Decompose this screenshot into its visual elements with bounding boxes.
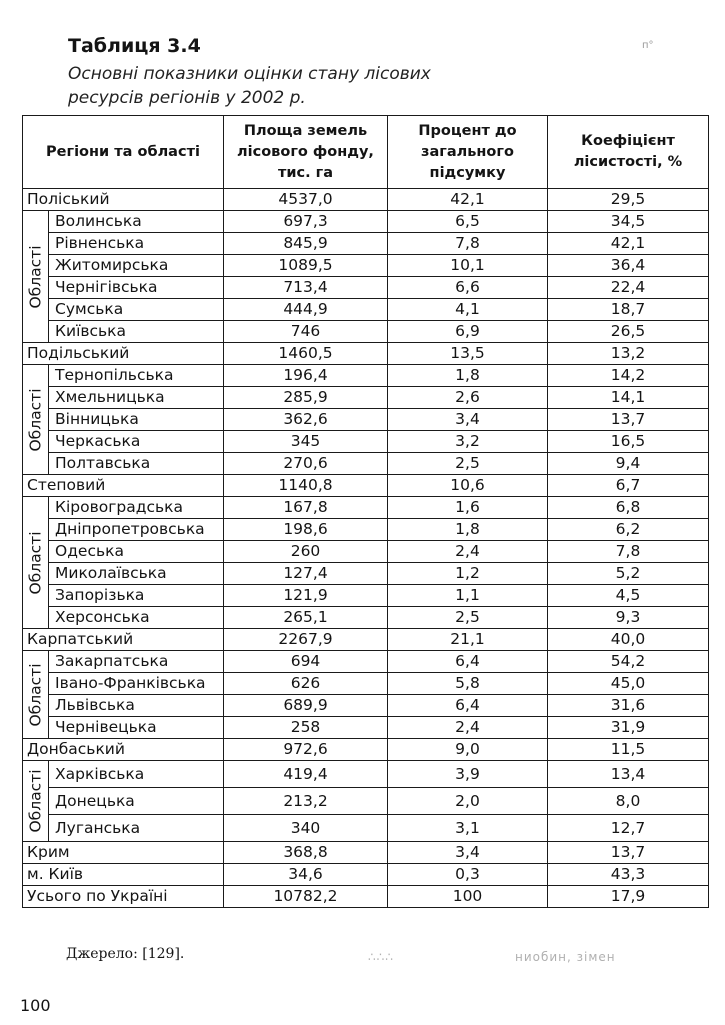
oblast-coefficient: 9,3 [548, 607, 709, 629]
oblast-coefficient: 16,5 [548, 431, 709, 453]
region-row [23, 475, 709, 497]
oblast-name: Тернопільська [49, 365, 224, 387]
region-area: 368,8 [224, 842, 388, 864]
oblast-coefficient: 14,2 [548, 365, 709, 387]
oblast-coefficient: 31,6 [548, 695, 709, 717]
oblast-name: Закарпатська [49, 651, 224, 673]
oblast-name: Донецька [49, 788, 224, 815]
oblast-name: Рівненська [49, 233, 224, 255]
oblast-coefficient: 5,2 [548, 563, 709, 585]
oblast-coefficient: 14,1 [548, 387, 709, 409]
oblast-name: Херсонська [49, 607, 224, 629]
region-name: Крим [23, 842, 224, 864]
region-name: м. Київ [23, 864, 224, 886]
region-row [23, 864, 709, 886]
oblast-name: Чернігівська [49, 277, 224, 299]
oblast-row [23, 607, 709, 629]
region-area: 972,6 [224, 739, 388, 761]
oblast-percent: 2,6 [388, 387, 548, 409]
region-coefficient: 11,5 [548, 739, 709, 761]
oblast-percent: 6,5 [388, 211, 548, 233]
oblast-row [23, 585, 709, 607]
oblast-area: 697,3 [224, 211, 388, 233]
oblast-percent: 6,9 [388, 321, 548, 343]
oblast-area: 746 [224, 321, 388, 343]
oblast-area: 265,1 [224, 607, 388, 629]
oblast-percent: 2,5 [388, 453, 548, 475]
oblast-coefficient: 18,7 [548, 299, 709, 321]
region-area: 2267,9 [224, 629, 388, 651]
region-area: 10782,2 [224, 886, 388, 908]
oblast-coefficient: 22,4 [548, 277, 709, 299]
oblast-name: Миколаївська [49, 563, 224, 585]
oblast-name: Кіровоградська [49, 497, 224, 519]
oblast-coefficient: 7,8 [548, 541, 709, 563]
oblast-area: 694 [224, 651, 388, 673]
oblasts-vertical-text: Області [26, 662, 44, 727]
region-coefficient: 29,5 [548, 189, 709, 211]
region-row [23, 739, 709, 761]
oblast-area: 121,9 [224, 585, 388, 607]
oblast-coefficient: 9,4 [548, 453, 709, 475]
region-name: Подільський [23, 343, 224, 365]
header-regions: Регіони та області [23, 116, 224, 189]
oblast-area: 689,9 [224, 695, 388, 717]
oblast-area: 285,9 [224, 387, 388, 409]
oblast-row [23, 453, 709, 475]
oblast-row [23, 431, 709, 453]
oblast-name: Луганська [49, 815, 224, 842]
oblast-coefficient: 26,5 [548, 321, 709, 343]
source-note: Джерело: [129]. [66, 946, 185, 962]
oblast-coefficient: 6,2 [548, 519, 709, 541]
oblast-percent: 2,4 [388, 717, 548, 739]
oblast-row [23, 695, 709, 717]
oblast-percent: 5,8 [388, 673, 548, 695]
oblast-row [23, 788, 709, 815]
oblasts-vertical-text: Області [26, 244, 44, 309]
oblasts-vertical-text: Області [26, 530, 44, 595]
region-name: Карпатський [23, 629, 224, 651]
table-header-row [23, 116, 709, 189]
oblast-name: Вінницька [49, 409, 224, 431]
oblast-percent: 6,4 [388, 695, 548, 717]
oblast-coefficient: 34,5 [548, 211, 709, 233]
region-percent: 13,5 [388, 343, 548, 365]
corner-mark: п° [642, 40, 654, 51]
oblast-name: Сумська [49, 299, 224, 321]
oblast-name: Запорізька [49, 585, 224, 607]
oblast-row [23, 651, 709, 673]
oblast-percent: 3,2 [388, 431, 548, 453]
oblast-percent: 7,8 [388, 233, 548, 255]
oblasts-group-label [23, 497, 49, 629]
oblast-percent: 1,8 [388, 365, 548, 387]
oblast-percent: 1,8 [388, 519, 548, 541]
oblast-row [23, 387, 709, 409]
oblast-row [23, 277, 709, 299]
oblast-area: 270,6 [224, 453, 388, 475]
oblast-area: 626 [224, 673, 388, 695]
region-percent: 10,6 [388, 475, 548, 497]
region-row [23, 842, 709, 864]
oblast-area: 260 [224, 541, 388, 563]
oblast-coefficient: 13,4 [548, 761, 709, 788]
oblast-percent: 6,6 [388, 277, 548, 299]
region-name: Поліський [23, 189, 224, 211]
oblast-coefficient: 31,9 [548, 717, 709, 739]
header-percent: Процент до загального підсумку [388, 116, 548, 189]
oblast-area: 444,9 [224, 299, 388, 321]
oblast-coefficient: 4,5 [548, 585, 709, 607]
oblast-row [23, 321, 709, 343]
region-coefficient: 13,2 [548, 343, 709, 365]
region-row [23, 189, 709, 211]
region-percent: 100 [388, 886, 548, 908]
oblast-area: 362,6 [224, 409, 388, 431]
oblasts-group-label [23, 651, 49, 739]
oblasts-group-label [23, 211, 49, 343]
region-coefficient: 40,0 [548, 629, 709, 651]
oblast-name: Чернівецька [49, 717, 224, 739]
region-coefficient: 43,3 [548, 864, 709, 886]
oblast-row [23, 365, 709, 387]
region-area: 34,6 [224, 864, 388, 886]
oblast-percent: 1,2 [388, 563, 548, 585]
oblast-row [23, 563, 709, 585]
oblast-percent: 2,0 [388, 788, 548, 815]
oblast-row [23, 673, 709, 695]
oblast-area: 340 [224, 815, 388, 842]
region-percent: 21,1 [388, 629, 548, 651]
region-percent: 9,0 [388, 739, 548, 761]
oblast-row [23, 233, 709, 255]
oblast-coefficient: 12,7 [548, 815, 709, 842]
oblast-percent: 10,1 [388, 255, 548, 277]
oblast-percent: 2,5 [388, 607, 548, 629]
oblast-name: Полтавська [49, 453, 224, 475]
region-coefficient: 6,7 [548, 475, 709, 497]
oblast-name: Київська [49, 321, 224, 343]
oblast-percent: 6,4 [388, 651, 548, 673]
region-area: 4537,0 [224, 189, 388, 211]
faint-text-left: ∴∴∴ [368, 950, 394, 964]
oblast-percent: 4,1 [388, 299, 548, 321]
oblast-area: 845,9 [224, 233, 388, 255]
faint-text-right: ниобин, зімен [515, 950, 616, 964]
oblast-name: Дніпропетровська [49, 519, 224, 541]
oblast-name: Житомирська [49, 255, 224, 277]
oblast-coefficient: 13,7 [548, 409, 709, 431]
region-percent: 3,4 [388, 842, 548, 864]
oblast-row [23, 255, 709, 277]
oblast-row [23, 519, 709, 541]
oblast-row [23, 497, 709, 519]
oblast-name: Хмельницька [49, 387, 224, 409]
oblast-coefficient: 45,0 [548, 673, 709, 695]
header-area: Площа земель лісового фонду, тис. га [224, 116, 388, 189]
oblast-area: 713,4 [224, 277, 388, 299]
oblast-row [23, 815, 709, 842]
oblast-row [23, 761, 709, 788]
table-body [23, 189, 709, 908]
oblast-row [23, 541, 709, 563]
oblasts-vertical-text: Області [26, 387, 44, 452]
region-area: 1140,8 [224, 475, 388, 497]
oblast-coefficient: 8,0 [548, 788, 709, 815]
oblast-name: Волинська [49, 211, 224, 233]
region-row [23, 629, 709, 651]
oblast-area: 419,4 [224, 761, 388, 788]
region-coefficient: 17,9 [548, 886, 709, 908]
oblast-area: 127,4 [224, 563, 388, 585]
oblast-area: 196,4 [224, 365, 388, 387]
page-number: 100 [20, 996, 51, 1015]
oblast-coefficient: 42,1 [548, 233, 709, 255]
oblast-area: 198,6 [224, 519, 388, 541]
oblast-coefficient: 36,4 [548, 255, 709, 277]
oblast-row [23, 717, 709, 739]
oblast-percent: 1,6 [388, 497, 548, 519]
oblast-percent: 3,4 [388, 409, 548, 431]
region-name: Донбаський [23, 739, 224, 761]
region-row [23, 343, 709, 365]
header-coefficient: Коефіцієнт лісистості, % [548, 116, 709, 189]
forest-resources-table [22, 115, 709, 908]
oblast-name: Івано-Франківська [49, 673, 224, 695]
oblasts-group-label [23, 365, 49, 475]
oblast-row [23, 299, 709, 321]
region-name: Усього по Україні [23, 886, 224, 908]
oblast-coefficient: 54,2 [548, 651, 709, 673]
oblast-area: 1089,5 [224, 255, 388, 277]
region-name: Степовий [23, 475, 224, 497]
oblast-coefficient: 6,8 [548, 497, 709, 519]
oblast-row [23, 211, 709, 233]
oblast-percent: 1,1 [388, 585, 548, 607]
table-title: Таблиця 3.4 [68, 35, 201, 57]
oblast-percent: 2,4 [388, 541, 548, 563]
oblasts-group-label [23, 761, 49, 842]
oblast-percent: 3,9 [388, 761, 548, 788]
oblast-name: Черкаська [49, 431, 224, 453]
region-area: 1460,5 [224, 343, 388, 365]
region-coefficient: 13,7 [548, 842, 709, 864]
oblast-area: 167,8 [224, 497, 388, 519]
total-row [23, 886, 709, 908]
oblast-area: 345 [224, 431, 388, 453]
table-caption: Основні показники оцінки стану лісових ресурсів регіонів у 2002 р. [68, 64, 431, 108]
oblast-area: 213,2 [224, 788, 388, 815]
oblasts-vertical-text: Області [26, 769, 44, 833]
oblast-name: Харківська [49, 761, 224, 788]
oblast-percent: 3,1 [388, 815, 548, 842]
oblast-name: Одеська [49, 541, 224, 563]
region-percent: 42,1 [388, 189, 548, 211]
oblast-name: Львівська [49, 695, 224, 717]
oblast-area: 258 [224, 717, 388, 739]
oblast-row [23, 409, 709, 431]
region-percent: 0,3 [388, 864, 548, 886]
